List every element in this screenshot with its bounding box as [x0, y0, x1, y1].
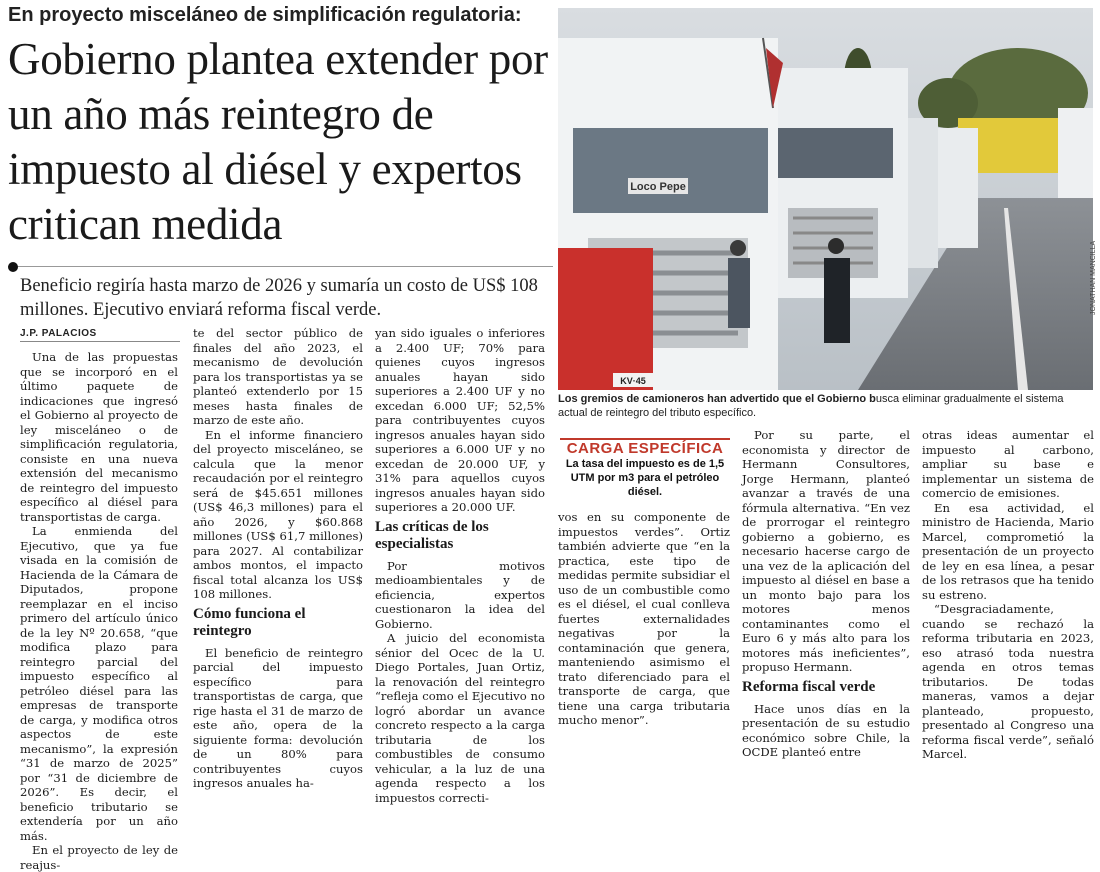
body-column-2 — [193, 326, 363, 791]
photo-credit: JONATHAN MANCILLA — [1090, 240, 1097, 315]
body-paragraph: Por su parte, el economista y director de Hermann Consultores, Jorge Hermann, planteó avanzar a través de una fórmula alternativa. “En vez de prorrogar el reintegro gobierno a gobierno, es necesario hacerse cargo de una vez de la aplicación del impuesto al diésel en base a un monto bajo para los motores menos contaminantes como el Euro 6 y más alto para los motores más ineficientes”, propuso Hermann. — [742, 428, 910, 674]
body-column-3 — [375, 326, 545, 805]
subheading: Reforma fiscal verde — [742, 678, 876, 695]
deck-rule — [8, 266, 553, 267]
body-paragraph: yan sido iguales o inferiores a 2.400 UF; 70% para quienes cuyos ingresos anuales hayan sido superiores a 2.400 UF y no excedan 6.000 UF; 52,5% para contribuyentes cuyos ingresos anuales hayan sido superiores a 6.000 UF y no excedan de 20.000 UF, y 31% para aquellos cuyos ingresos anuales hayan sido superiores a 20.000 UF. — [375, 326, 545, 514]
body-paragraph: En esa actividad, el ministro de Hacienda, Mario Marcel, comprometió la presentación de un proyecto de ley en esa línea, a pesar de los retrasos que ha tenido su estreno. — [922, 500, 1094, 602]
body-column-1 — [20, 350, 178, 872]
body-paragraph: Una de las propuestas que se incorporó en el último paquete de indicaciones que ingresó el Gobierno al proyecto de ley misceláneo o de simplificación regulatoria, consiste en una nueva extensión del mecanismo de reintegro del impuesto específico al diésel para transportistas de carga. — [20, 350, 178, 524]
fact-box-text: La tasa del impuesto es de 1,5 UTM por m3 para el petróleo diésel. — [565, 458, 725, 498]
body-column-6 — [922, 428, 1094, 762]
deck: Beneficio regiría hasta marzo de 2026 y sumaría un costo de US$ 108 millones. Ejecutivo enviará reforma fiscal verde. — [20, 276, 538, 320]
subheading: Las críticas de los especialistas — [375, 518, 489, 552]
byline-rule — [20, 341, 180, 342]
body-column-4 — [558, 510, 730, 728]
body-paragraph: Hace unos días en la presentación de su estudio económico sobre Chile, la OCDE planteó entre — [742, 701, 910, 759]
body-paragraph: La enmienda del Ejecutivo, que ya fue visada en la comisión de Hacienda de la Cámara de Diputados, propone reemplazar en el inciso primero del artículo único de la ley Nº 20.658, “que modifica plazo para reintegro parcial del impuesto específico al petróleo diésel para las empresas de transporte de carga, y modifica otros aspectos de este mecanismo”, la expresión “31 de marzo de 2025” por “31 de diciembre de 2026”. Es decir, el beneficio tributario se extendería por un año más. — [20, 524, 178, 843]
body-paragraph: “Desgraciadamente, cuando se rechazó la reforma tributaria en 2023, eso atrasó toda nuestra agenda en otros temas tributarios. De todas maneras, vamos a dejar planteado, propuesto, presentado al Congreso una reforma fiscal verde”, señaló Marcel. — [922, 602, 1094, 761]
body-paragraph: te del sector público de finales del año 2023, el mecanismo de devolución para los transportistas ya se planteó extenderlo por 15 meses hasta finales de marzo de este año. — [193, 326, 363, 427]
body-paragraph: El beneficio de reintegro parcial del impuesto específico para transportistas de carga, que rige hasta el 31 de marzo de este año, opera de la siguiente forma: devolución de un 80% para contribuyentes cuyos ingresos anuales ha- — [193, 645, 363, 790]
headline: Gobierno plantea extender por un año más reintegro de impuesto al diésel y expertos critican medida — [8, 34, 548, 249]
byline: J.P. PALACIOS — [20, 328, 97, 339]
deck-bullet-icon — [8, 262, 18, 272]
body-paragraph: vos en su componente de impuestos verdes”. Ortiz también advierte que “en la practica, este tipo de medidas permite subsidiar el uso de un combustible como es el diésel, el cual conlleva fuertes externalidades negativas por la contaminación que genera, manteniendo asimismo el trato diferenciado para el transporte de carga, que tiene una carga tributaria mucho menor”. — [558, 510, 730, 727]
truck-plate: KV·45 — [620, 376, 646, 386]
body-paragraph: A juicio del economista sénior del Ocec de la U. Diego Portales, Juan Ortiz, la renovación del reintegro “refleja como el Ejecutivo no logró abordar un avance concreto respecto a la carga tributaria de los combustibles de consumo vehicular, a la luz de una agenda respecto a los impuestos correcti- — [375, 631, 545, 805]
truck-label: Loco Pepe — [630, 181, 686, 193]
body-column-5 — [742, 428, 910, 760]
truck-photo — [558, 8, 1093, 390]
caption-bold: Los gremios de camioneros han advertido que el Gobierno b — [558, 393, 876, 405]
photo-caption — [558, 392, 1093, 420]
subheading: Cómo funciona el reintegro — [193, 605, 306, 639]
body-paragraph: Por motivos medioambientales y de eficiencia, expertos cuestionaron la idea del Gobierno. — [375, 558, 545, 631]
body-paragraph: En el informe financiero del proyecto misceláneo, se calcula que la menor recaudación por el reintegro será de $45.651 millones (US$ 46,3 millones) para el año 2026, y $60.868 millones (US$ 61,7 millones) para 2027. Al contabilizar ambos montos, el impacto fiscal total alcanza los US$ 108 millones. — [193, 427, 363, 601]
caption-rest: usca eliminar gradualmente el sistema actual de reintegro del tributo específico. — [558, 393, 1064, 419]
fact-box — [560, 440, 730, 500]
kicker: En proyecto misceláneo de simplificación regulatoria: — [8, 4, 522, 26]
body-paragraph: En el proyecto de ley de reajus- — [20, 843, 178, 872]
body-paragraph: otras ideas aumentar el impuesto al carbono, ampliar su base e implementar un sistema de comercio de emisiones. — [922, 428, 1094, 500]
truck-photo-illustration — [558, 8, 1093, 390]
fact-box-title: CARGA ESPECÍFICA — [566, 440, 724, 457]
